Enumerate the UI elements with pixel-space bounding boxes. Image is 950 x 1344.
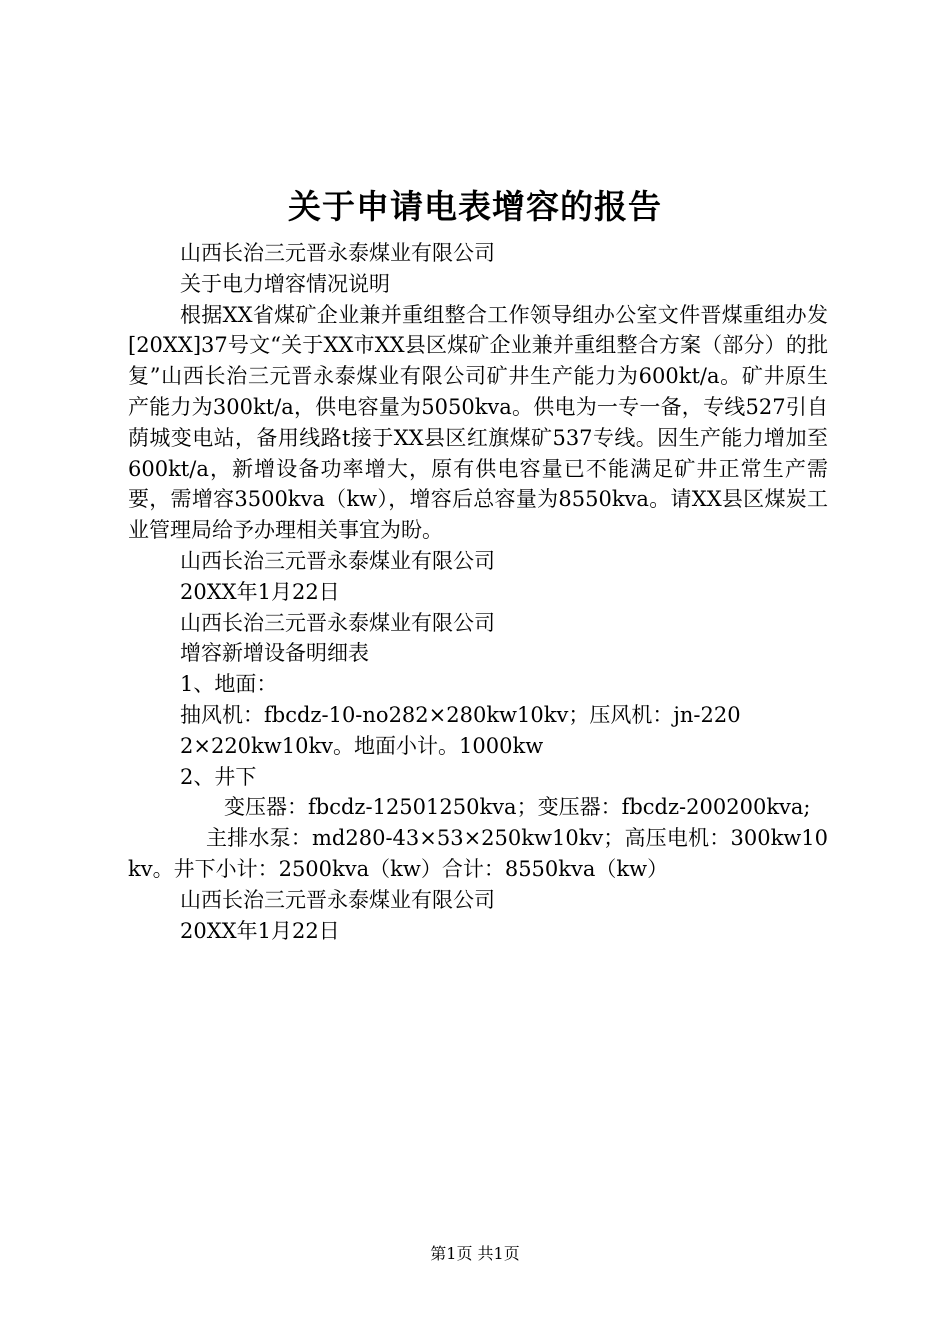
section-underground-pumps: 主排水泵：md280-43×53×250kw10kv；高压电机：300kw10kv。井下小计：2500kva（kw）合计：8550kva（kw）: [128, 826, 828, 881]
document-title: 关于申请电表增容的报告: [288, 187, 662, 226]
section-ground-line-2: 2×220kw10kv。地面小计。1000kw: [180, 733, 544, 758]
document-body: [128, 238, 828, 946]
signature-company-2: 山西长治三元晋永泰煤业有限公司: [180, 887, 495, 912]
section-ground-line-1: 抽风机：fbcdz-10-no282×280kw10kv；压风机：jn-220: [180, 702, 741, 727]
equipment-table-title: 增容新增设备明细表: [180, 641, 369, 666]
page-footer: 第1页 共1页: [430, 1244, 520, 1263]
section-underground-heading: 2、井下: [180, 764, 257, 789]
main-paragraph: 根据XX省煤矿企业兼并重组整合工作领导组办公室文件晋煤重组办发[20XX]37号文“关于XX市XX县区煤矿企业兼并重组整合方案（部分）的批复”山西长治三元晋永泰煤业有限公司矿井生产能力为600kt/a。矿井原生产能力为300kt/a，供电容量为5050kva。供电为一专一备，专线527引自荫城变电站，备用线路t接于XX县区红旗煤矿537专线。因生产能力增加至600kt/a，新增设备功率增大，原有供电容量已不能满足矿井正常生产需要，需增容3500kva（kw），增容后总容量为8550kva。请XX县区煤炭工业管理局给予办理相关事宜为盼。: [128, 302, 828, 543]
signature-company-1: 山西长治三元晋永泰煤业有限公司: [180, 548, 495, 573]
recipient-company: 山西长治三元晋永泰煤业有限公司: [180, 241, 495, 265]
subject-line: 关于电力增容情况说明: [180, 271, 390, 296]
section-underground-transformers: 变压器：fbcdz-12501250kva；变压器：fbcdz-200200kva;: [224, 795, 811, 820]
signature-date-1: 20XX年1月22日: [180, 579, 340, 604]
company-heading-2: 山西长治三元晋永泰煤业有限公司: [180, 610, 495, 635]
section-ground-heading: 1、地面：: [180, 672, 278, 697]
signature-date-2: 20XX年1月22日: [180, 918, 340, 943]
